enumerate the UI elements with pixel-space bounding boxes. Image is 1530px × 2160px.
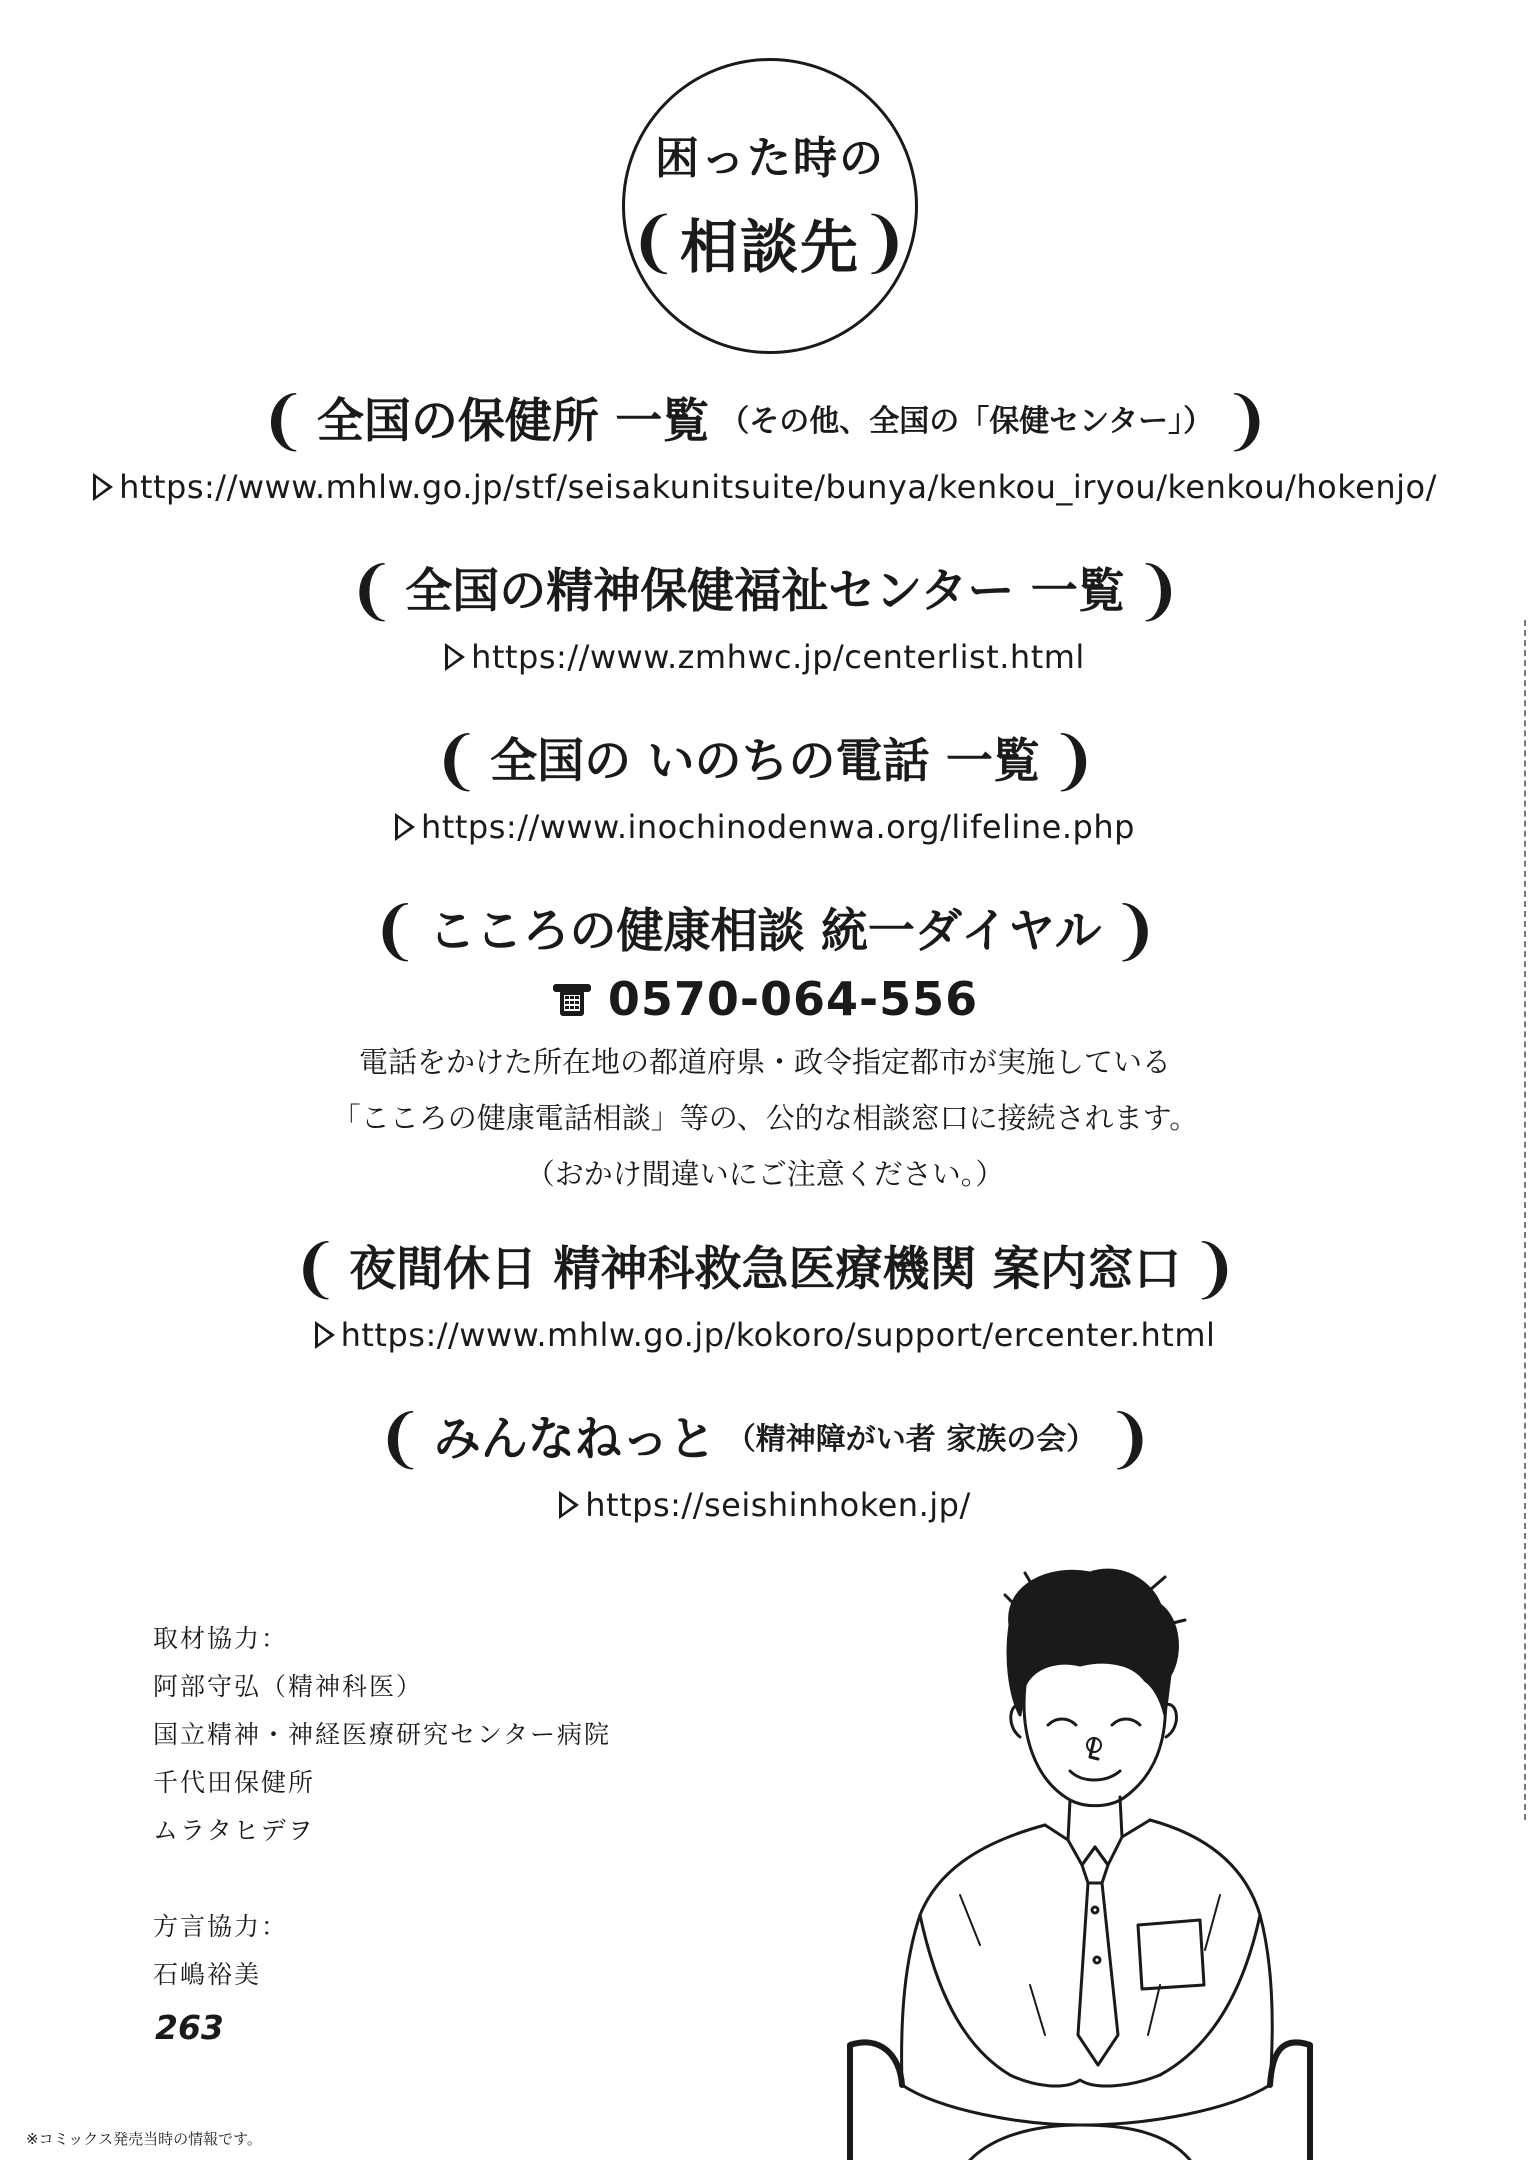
footnote: ※コミックス発売当時の情報です。 <box>26 2130 262 2148</box>
entry-inochi-no-denwa <box>0 724 1530 847</box>
arrow-icon <box>395 813 415 841</box>
entry-name: 全国の いのちの電話 一覧 <box>490 734 1040 790</box>
arrow-icon <box>445 643 465 671</box>
paren-close: ❩ <box>1049 724 1097 799</box>
entry-url-text[interactable]: https://www.mhlw.go.jp/stf/seisakunitsuite/bunya/kenkou_iryou/kenkou/hokenjo/ <box>119 468 1437 507</box>
desc-line: （おかけ間違いにご注意ください。） <box>525 1157 1005 1192</box>
arrow-icon <box>559 1491 579 1519</box>
paren-close: ❩ <box>860 202 911 282</box>
credits-line: 千代田保健所 <box>153 1768 316 1797</box>
entry-hokenjo <box>0 384 1530 507</box>
entry-name: 夜間休日 精神科救急医療機関 案内窓口 <box>349 1242 1181 1298</box>
credits-line: 石嶋裕美 <box>153 1960 262 1989</box>
paren-open: ❨ <box>371 894 419 969</box>
entry-url[interactable] <box>0 808 1530 846</box>
credits-spacer <box>153 1855 611 1903</box>
entry-name: 全国の精神保健福祉センター 一覧 <box>405 564 1125 620</box>
entry-heading <box>0 1402 1530 1477</box>
title-line-2 <box>629 200 910 284</box>
paren-close: ❩ <box>1134 554 1182 629</box>
entry-heading <box>0 1232 1530 1307</box>
entry-url-text[interactable]: https://www.inochinodenwa.org/lifeline.php <box>421 808 1135 847</box>
desc-line: 「こころの健康電話相談」等の、公的な相談窓口に接続されます。 <box>331 1101 1199 1136</box>
entry-heading <box>0 384 1530 459</box>
credits-dialect-label: 方言協力： <box>153 1912 289 1941</box>
phone-number[interactable] <box>0 972 1530 1026</box>
entry-name: こころの健康相談 統一ダイヤル <box>428 904 1102 960</box>
entry-name: 全国の保健所 一覧 <box>316 394 710 450</box>
credits-interview-label: 取材協力： <box>153 1624 289 1653</box>
title-main: 相談先 <box>679 213 860 281</box>
entry-url-text[interactable]: https://seishinhoken.jp/ <box>585 1486 971 1525</box>
entry-url[interactable] <box>0 1486 1530 1524</box>
entry-url[interactable] <box>0 468 1530 506</box>
man-illustration <box>820 1565 1340 2160</box>
telephone-icon <box>552 981 592 1017</box>
entry-description <box>0 1034 1530 1202</box>
phone-number-text[interactable]: 0570-064-556 <box>607 972 979 1027</box>
paren-close: ❩ <box>1223 384 1271 459</box>
title-circle <box>622 58 918 354</box>
entry-minna-net <box>0 1402 1530 1525</box>
paren-open: ❨ <box>376 1402 424 1477</box>
paren-open: ❨ <box>292 1232 340 1307</box>
entry-mental-health-center <box>0 554 1530 677</box>
credits-line: ムラタヒデヲ <box>153 1816 315 1845</box>
paren-close: ❩ <box>1106 1402 1154 1477</box>
paren-open: ❨ <box>259 384 307 459</box>
entry-note: （精神障がい者 家族の会） <box>725 1421 1097 1457</box>
entry-heading <box>0 724 1530 799</box>
entry-url[interactable] <box>0 1316 1530 1354</box>
edge-mark <box>1524 620 1528 1820</box>
page-number: 263 <box>155 2008 224 2047</box>
entry-night-holiday-emergency <box>0 1232 1530 1355</box>
entry-heading <box>0 894 1530 969</box>
credits-line: 国立精神・神経医療研究センター病院 <box>153 1720 612 1749</box>
entry-name: みんなねっと <box>433 1412 716 1468</box>
paren-open: ❨ <box>348 554 396 629</box>
paren-close: ❩ <box>1111 894 1159 969</box>
entry-kokoro-dial <box>0 894 1530 1202</box>
credits-line: 阿部守弘（精神科医） <box>153 1672 424 1701</box>
paren-open: ❨ <box>433 724 481 799</box>
arrow-icon <box>93 473 113 501</box>
entry-url[interactable] <box>0 638 1530 676</box>
desc-line: 電話をかけた所在地の都道府県・政令指定都市が実施している <box>358 1045 1171 1080</box>
entry-note: （その他、全国の「保健センター」） <box>719 403 1214 439</box>
paren-close: ❩ <box>1190 1232 1238 1307</box>
paren-open: ❨ <box>629 202 680 282</box>
arrow-icon <box>315 1321 335 1349</box>
entry-url-text[interactable]: https://www.zmhwc.jp/centerlist.html <box>471 638 1085 677</box>
entry-url-text[interactable]: https://www.mhlw.go.jp/kokoro/support/ercenter.html <box>340 1316 1216 1355</box>
credits <box>153 1615 611 1999</box>
entry-heading <box>0 554 1530 629</box>
title-line-1: 困った時の <box>655 133 885 184</box>
